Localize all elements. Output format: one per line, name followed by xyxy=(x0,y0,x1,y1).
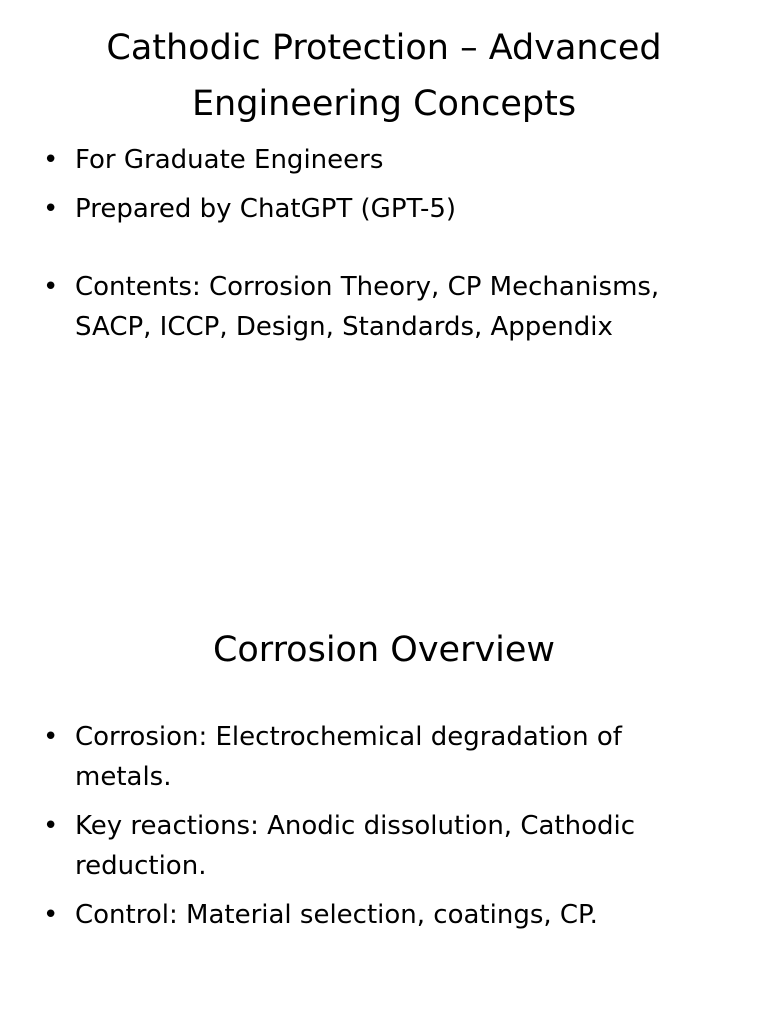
bullet-icon: • xyxy=(43,145,59,175)
bullet-item xyxy=(0,140,715,180)
bullet-icon: • xyxy=(43,900,59,930)
bullet-text: For Graduate Engineers xyxy=(75,145,384,175)
slide-title: Corrosion Overview xyxy=(212,630,556,670)
bullet-icon: • xyxy=(43,272,59,302)
bullet-text: Contents: Corrosion Theory, CP Mechanisms, SACP, ICCP, Design, Standards, Appendix xyxy=(75,272,660,342)
bullet-item xyxy=(0,806,715,886)
bullet-text: Key reactions: Anodic dissolution, Cathodic reduction. xyxy=(75,811,636,881)
bullet-icon: • xyxy=(43,722,59,752)
bullet-item xyxy=(0,895,715,935)
bullet-list xyxy=(0,717,715,944)
bullet-item xyxy=(0,717,715,797)
bullet-icon: • xyxy=(43,811,59,841)
slide-title: Cathodic Protection – Advanced Engineering Concepts xyxy=(106,28,662,124)
bullet-text: Control: Material selection, coatings, CP. xyxy=(75,900,598,930)
slide-2 xyxy=(0,512,768,1024)
bullet-item xyxy=(0,189,715,229)
bullet-text: Corrosion: Electrochemical degradation of metals. xyxy=(75,722,622,792)
bullet-text: Prepared by ChatGPT (GPT-5) xyxy=(75,194,457,224)
bullet-list xyxy=(0,140,715,356)
bullet-icon: • xyxy=(43,194,59,224)
bullet-item xyxy=(0,267,715,347)
